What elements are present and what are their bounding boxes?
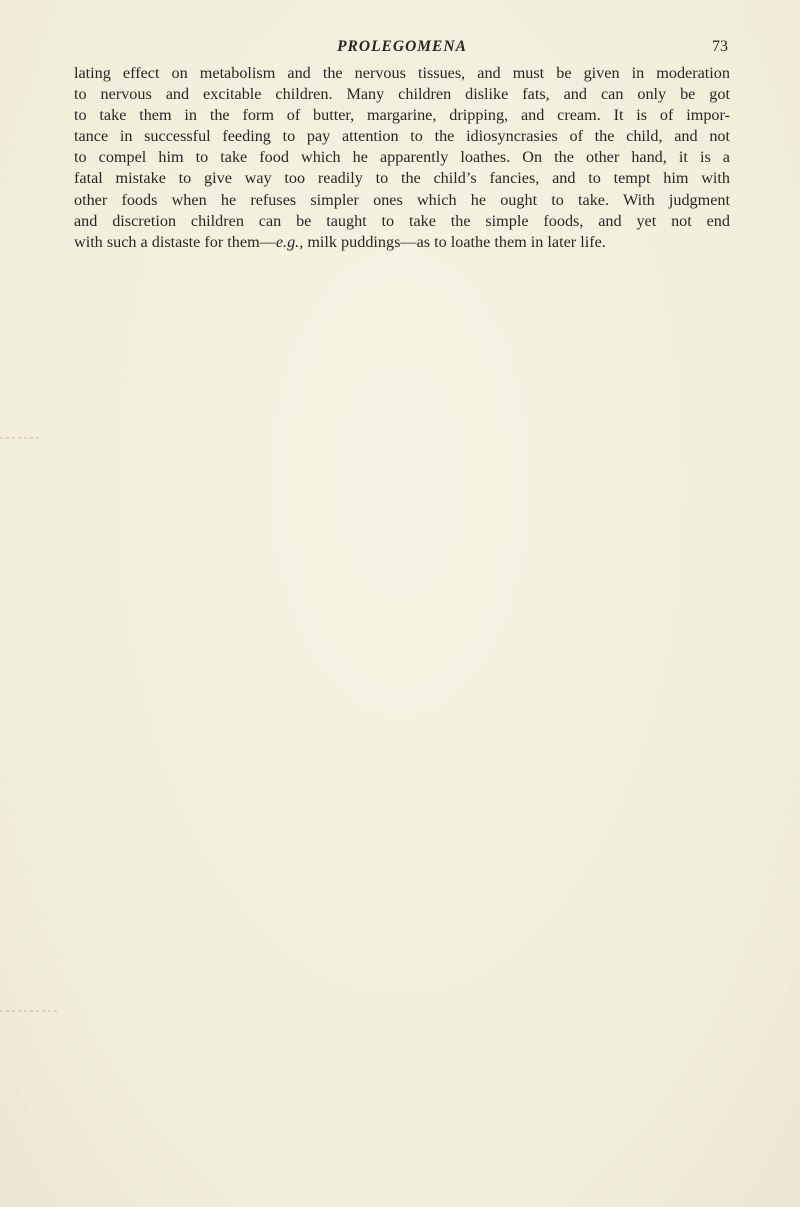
page-number: 73 [712, 38, 728, 55]
text-line: to nervous and excitable children. Many children dislike fats, and can only be got [74, 85, 730, 104]
text-line: to take them in the form of butter, margarine, dripping, and cream. It is of impor- [74, 106, 730, 125]
text-line: lating effect on metabolism and the nervous tissues, and must be given in moderation [74, 64, 730, 82]
page-header [74, 38, 730, 62]
italic-abbreviation: e.g., [275, 232, 304, 251]
scan-edge-mark [0, 1010, 60, 1012]
text-line-last [74, 232, 730, 253]
text-segment: milk puddings—as to loathe them in later life. [303, 232, 606, 251]
text-line: tance in successful feeding to pay attention to the idiosyncrasies of the child, and not [74, 127, 730, 146]
text-line: to compel him to take food which he apparently loathes. On the other hand, it is a [74, 148, 730, 167]
text-line: fatal mistake to give way too readily to the child’s fancies, and to tempt him with [74, 169, 730, 188]
body-paragraph [74, 63, 730, 253]
text-segment: with such a distaste for them— [74, 232, 276, 251]
text-line: and discretion children can be taught to take the simple foods, and yet not end [74, 211, 730, 230]
running-head: PROLEGOMENA [337, 38, 467, 55]
scan-edge-mark [0, 437, 40, 439]
text-line: other foods when he refuses simpler ones which he ought to take. With judgment [74, 190, 730, 209]
